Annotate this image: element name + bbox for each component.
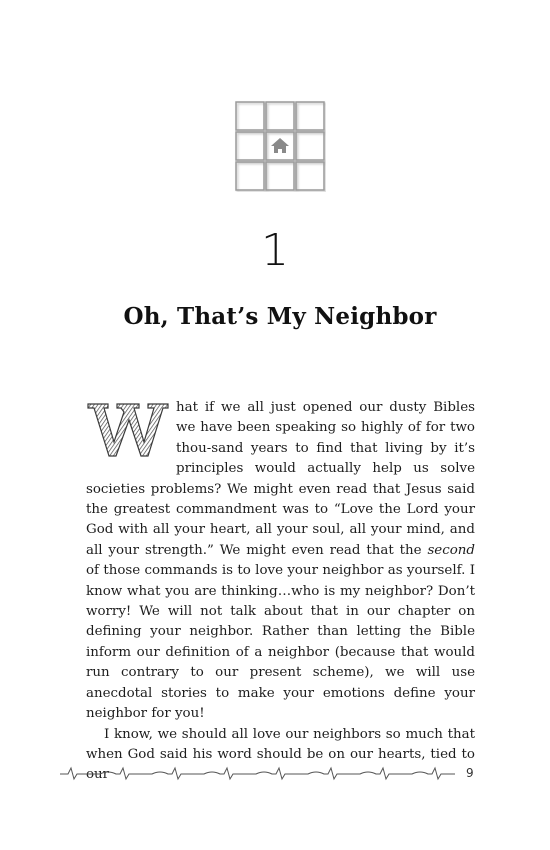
grid-home-icon <box>234 100 326 192</box>
chapter-title: Oh, That’s My Neighbor <box>123 303 437 330</box>
paragraph-1 <box>86 398 475 725</box>
dropcap-w-icon <box>86 400 170 460</box>
paragraph-1-end: of those commands is to love your neighbor as yourself. I know what you are thinking…who is my neighbor? Don’t worry! We will not talk about that in our chapter on defining your neighbor. Rather than letting the Bible inform our definition of a neighbor (because that would run contrary to our present scheme), we will use anecdotal stories to make your emotions define your neighbor for you! <box>86 563 475 722</box>
heartbeat-line-icon <box>60 764 455 784</box>
chapter-body <box>86 398 475 786</box>
paragraph-1-italic: second <box>427 542 475 558</box>
paragraph-1-text: hat if we all just opened our dusty Bibles we have been speaking so highly of for two thou-sand years to find that living by it’s principles would actually help us solve societies problems? We might even read that Jesus said the greatest commandment was to “Love the Lord your God with all your heart, all your soul, all your mind, and all your strength.” We might even read that the <box>86 400 475 558</box>
page-number: 9 <box>466 766 474 780</box>
paragraph-2: I know, we should all love our neighbors so much that when God said his word should be on our hearts, tied to our <box>86 726 475 783</box>
chapter-number: 1 <box>261 225 289 276</box>
